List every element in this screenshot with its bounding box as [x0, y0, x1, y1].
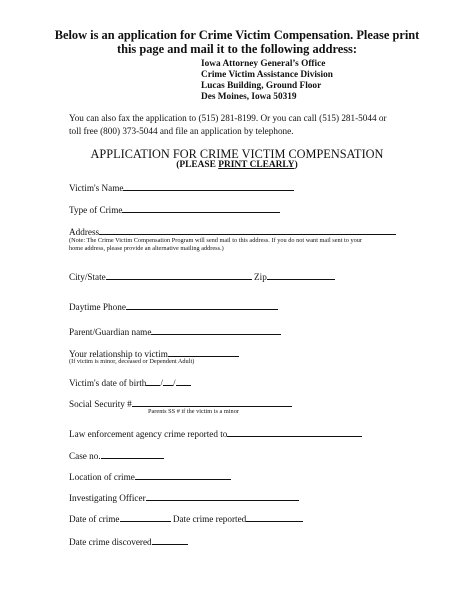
address-line[interactable]: [99, 225, 396, 235]
zip-label: Zip: [254, 272, 267, 282]
address-line-4: Des Moines, Iowa 50319: [201, 92, 297, 102]
relationship-line[interactable]: [168, 347, 239, 357]
address-field[interactable]: Address: [69, 225, 396, 237]
daytime-phone-field[interactable]: Daytime Phone: [69, 300, 278, 312]
location-of-crime-line[interactable]: [135, 470, 231, 480]
victim-name-field[interactable]: Victim's Name: [69, 181, 294, 193]
zip-line[interactable]: [267, 270, 335, 280]
dob-month-line[interactable]: [146, 376, 160, 386]
law-enforcement-line[interactable]: [227, 427, 362, 437]
dob-year-line[interactable]: [176, 376, 191, 386]
date-of-birth-field[interactable]: Victim's date of birth / /: [69, 376, 191, 388]
social-security-field[interactable]: Social Security #: [69, 397, 292, 409]
investigating-officer-field[interactable]: Investigating Officer: [69, 491, 299, 503]
relationship-field[interactable]: Your relationship to victim: [69, 347, 239, 359]
form-title: APPLICATION FOR CRIME VICTIM COMPENSATION: [90, 147, 384, 161]
address-note-line-2: home address, please provide an alternative mailing address.): [69, 245, 224, 252]
investigating-officer-line[interactable]: [146, 491, 299, 501]
date-crime-reported-label: Date crime reported: [172, 514, 247, 524]
case-no-field[interactable]: Case no.: [69, 449, 164, 461]
case-no-line[interactable]: [101, 449, 164, 459]
date-of-crime-line[interactable]: [120, 512, 171, 522]
relationship-note: (If victim is minor, deceased or Dependent Adult): [69, 358, 195, 365]
form-subtitle: (PLEASE PRINT CLEARLY): [176, 160, 298, 170]
date-crime-discovered-field[interactable]: Date crime discovered: [69, 535, 188, 547]
victim-name-line[interactable]: [123, 181, 294, 191]
date-crime-discovered-line[interactable]: [152, 535, 188, 545]
social-security-line[interactable]: [132, 397, 292, 407]
address-line-2: Crime Victim Assistance Division: [201, 70, 333, 80]
law-enforcement-field[interactable]: Law enforcement agency crime reported to: [69, 427, 362, 439]
address-line-3: Lucas Building, Ground Floor: [201, 81, 322, 91]
address-line-1: Iowa Attorney General’s Office: [201, 59, 326, 69]
fax-text-line-2: toll free (800) 373-5044 and file an application by telephone.: [69, 126, 294, 136]
type-of-crime-field[interactable]: Type of Crime: [69, 203, 280, 215]
fax-text-line-1: You can also fax the application to (515) 281-8199. Or you can call (515) 281-5044 or: [69, 113, 387, 123]
address-note-line-1: (Note: The Crime Victim Compensation Program will send mail to this address. If you do not want mail sent to your: [69, 237, 363, 244]
dob-day-line[interactable]: [163, 376, 173, 386]
parent-guardian-line[interactable]: [151, 325, 281, 335]
city-state-line[interactable]: [106, 270, 252, 280]
type-of-crime-line[interactable]: [122, 203, 280, 213]
daytime-phone-line[interactable]: [126, 300, 278, 310]
social-security-note: Parents SS # if the victim is a minor: [148, 408, 239, 415]
city-state-field[interactable]: City/State Zip: [69, 270, 335, 282]
date-crime-reported-line[interactable]: [246, 512, 303, 522]
header-line-1: Below is an application for Crime Victim Compensation. Please print: [54, 28, 420, 42]
date-of-crime-field[interactable]: Date of crime Date crime reported: [69, 512, 303, 524]
parent-guardian-field[interactable]: Parent/Guardian name: [69, 325, 281, 337]
location-of-crime-field[interactable]: Location of crime: [69, 470, 231, 482]
form-subtitle-emphasis: PRINT CLEARLY: [218, 160, 295, 170]
header-line-2: this page and mail it to the following address:: [116, 42, 358, 56]
